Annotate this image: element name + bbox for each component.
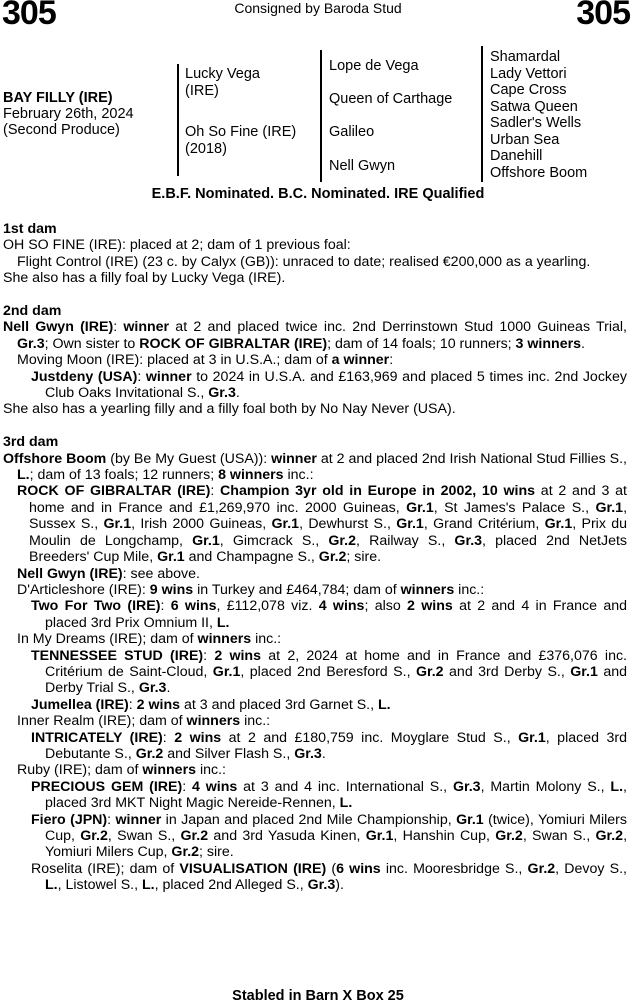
pedigree-dam-sire: Galileo — [329, 124, 375, 140]
third-dam-produce: Two For Two (IRE): 6 wins, £112,078 viz. 4 wins; also 2 wins at 2 and 4 in France and placed 3rd Prix Omnium II, L. — [31, 598, 628, 631]
third-dam-produce: Roselita (IRE); dam of VISUALISATION (IRE) (6 wins inc. Mooresbridge S., Gr.2, Devoy S., L., Listowel S., L., placed 2nd Alleged S., Gr.3). — [31, 860, 627, 894]
lot-number-right: 305 — [576, 0, 630, 32]
gen3-horse: Urban Sea — [490, 131, 560, 148]
second-dam-heading: 2nd dam — [3, 303, 62, 320]
pedigree-dam-dam: Nell Gwyn — [329, 158, 396, 174]
catalogue-body — [3, 221, 627, 894]
pedigree-sire — [185, 66, 260, 99]
dam-name: Oh So Fine (IRE) — [185, 124, 297, 140]
first-dam-produce: Flight Control (IRE) (23 c. by Calyx (GB)): unraced to date; realised €200,000 as a yearling. — [17, 253, 591, 270]
foaling-date: February 26th, 2024 — [3, 106, 134, 122]
pedigree-line-gen3 — [481, 46, 483, 182]
horse-description — [3, 90, 134, 138]
third-dam-produce: PRECIOUS GEM (IRE): 4 wins at 3 and 4 inc. International S., Gr.3, Martin Molony S., L., placed 3rd MKT Night Magic Nereide-Rennen, L. — [31, 778, 627, 812]
gen3-horse: Cape Cross — [490, 82, 567, 98]
third-dam-text: Offshore Boom (by Be My Guest (USA)): winner at 2 and placed 2nd Irish National Stud Fillies S., L.; dam of 13 foals; 12 runners; 8 winners inc.: — [3, 450, 628, 484]
pedigree-sire-sire: Lope de Vega — [329, 58, 419, 74]
third-dam-produce: In My Dreams (IRE); dam of winners inc.: — [17, 631, 282, 648]
dam-year: (2018) — [185, 140, 227, 157]
pedigree-line-gen1 — [177, 64, 179, 176]
pedigree-sire-dam: Queen of Carthage — [329, 91, 453, 107]
third-dam-produce: INTRICATELY (IRE): 2 wins at 2 and £180,759 inc. Moyglare Stud S., Gr.1, placed 3rd Debutante S., Gr.2 and Silver Flash S., Gr.3. — [31, 729, 627, 762]
gen3-horse: Satwa Queen — [490, 98, 578, 115]
first-dam-heading: 1st dam — [3, 221, 57, 237]
second-dam-produce: Moving Moon (IRE): placed at 3 in U.S.A.; dam of a winner: — [17, 352, 394, 369]
sire-country: (IRE) — [185, 82, 219, 99]
lot-number-left: 305 — [2, 0, 56, 32]
third-dam-produce: Inner Realm (IRE); dam of winners inc.: — [17, 713, 271, 730]
pedigree-dam — [185, 124, 296, 157]
third-dam-produce: ROCK OF GIBRALTAR (IRE): Champion 3yr old in Europe in 2002, 10 wins at 2 and 3 at home and in France and £1,269,970 inc. 2000 Guineas, Gr.1, St James's Palace S., Gr.1, Sussex S., Gr.1, Irish 2000 Guineas, Gr.1, Dewhurst S., Gr.1, Grand Critérium, Gr.1, Prix du Moulin de Longchamp, Gr.1, Gimcrack S., Gr.2, Railway S., Gr.3, placed 2nd NetJets Breeders' Cup Mile, Gr.1 and Champagne S., Gr.2; sire. — [17, 483, 628, 566]
gen3-horse: Offshore Boom — [490, 164, 588, 181]
third-dam-produce: D'Articleshore (IRE): 9 wins in Turkey and £464,784; dam of winners inc.: — [17, 581, 485, 598]
gen3-horse: Lady Vettori — [490, 65, 567, 82]
third-dam-heading: 3rd dam — [3, 434, 59, 451]
horse-name: BAY FILLY (IRE) — [3, 90, 113, 106]
second-dam-text: Nell Gwyn (IRE): winner at 2 and placed twice inc. 2nd Derrinstown Stud 1000 Guineas Trial, Gr.3; Own sister to ROCK OF GIBRALTAR (IRE); dam of 14 foals; 10 runners; 3 winners. — [3, 319, 627, 352]
pedigree-gen3 — [490, 49, 587, 181]
third-dam-produce: Jumellea (IRE): 2 wins at 3 and placed 3rd Garnet S., L. — [31, 696, 391, 713]
second-dam-note: She also has a yearling filly and a filly foal both by No Nay Never (USA). — [3, 401, 456, 418]
third-dam-produce: TENNESSEE STUD (IRE): 2 wins at 2, 2024 at home and in France and £376,076 inc. Critérium de Saint-Cloud, Gr.1, placed 2nd Beresford S., Gr.2 and 3rd Derby S., Gr.1 and Derby Trial S., Gr.3. — [31, 647, 627, 697]
gen3-horse: Sadler's Wells — [490, 115, 582, 131]
gen3-horse: Shamardal — [490, 49, 561, 65]
third-dam-produce: Ruby (IRE); dam of winners inc.: — [17, 762, 226, 779]
sire-name: Lucky Vega — [185, 66, 260, 82]
first-dam-note: She also has a filly foal by Lucky Vega (IRE). — [3, 270, 286, 287]
third-dam-produce: Nell Gwyn (IRE): see above. — [17, 565, 200, 582]
stabling-info: Stabled in Barn X Box 25 — [232, 988, 404, 1004]
gen3-horse: Danehill — [490, 148, 543, 164]
third-dam-produce: Fiero (JPN): winner in Japan and placed 2nd Mile Championship, Gr.1 (twice), Yomiuri Milers Cup, Gr.2, Swan S., Gr.2 and 3rd Yasuda Kinen, Gr.1, Hanshin Cup, Gr.2, Swan S., Gr.2, Yomiuri Milers Cup, Gr.2; sire. — [31, 811, 628, 861]
consignor: Consigned by Baroda Stud — [234, 0, 402, 16]
first-dam-text: OH SO FINE (IRE): placed at 2; dam of 1 previous foal: — [3, 237, 351, 254]
pedigree-line-gen2 — [320, 50, 322, 182]
produce-note: (Second Produce) — [3, 122, 120, 138]
nominations: E.B.F. Nominated. B.C. Nominated. IRE Qualified — [151, 186, 485, 202]
second-dam-produce: Justdeny (USA): winner to 2024 in U.S.A. and £163,969 and placed 5 times inc. 2nd Jockey Club Oaks Invitational S., Gr.3. — [31, 368, 627, 402]
